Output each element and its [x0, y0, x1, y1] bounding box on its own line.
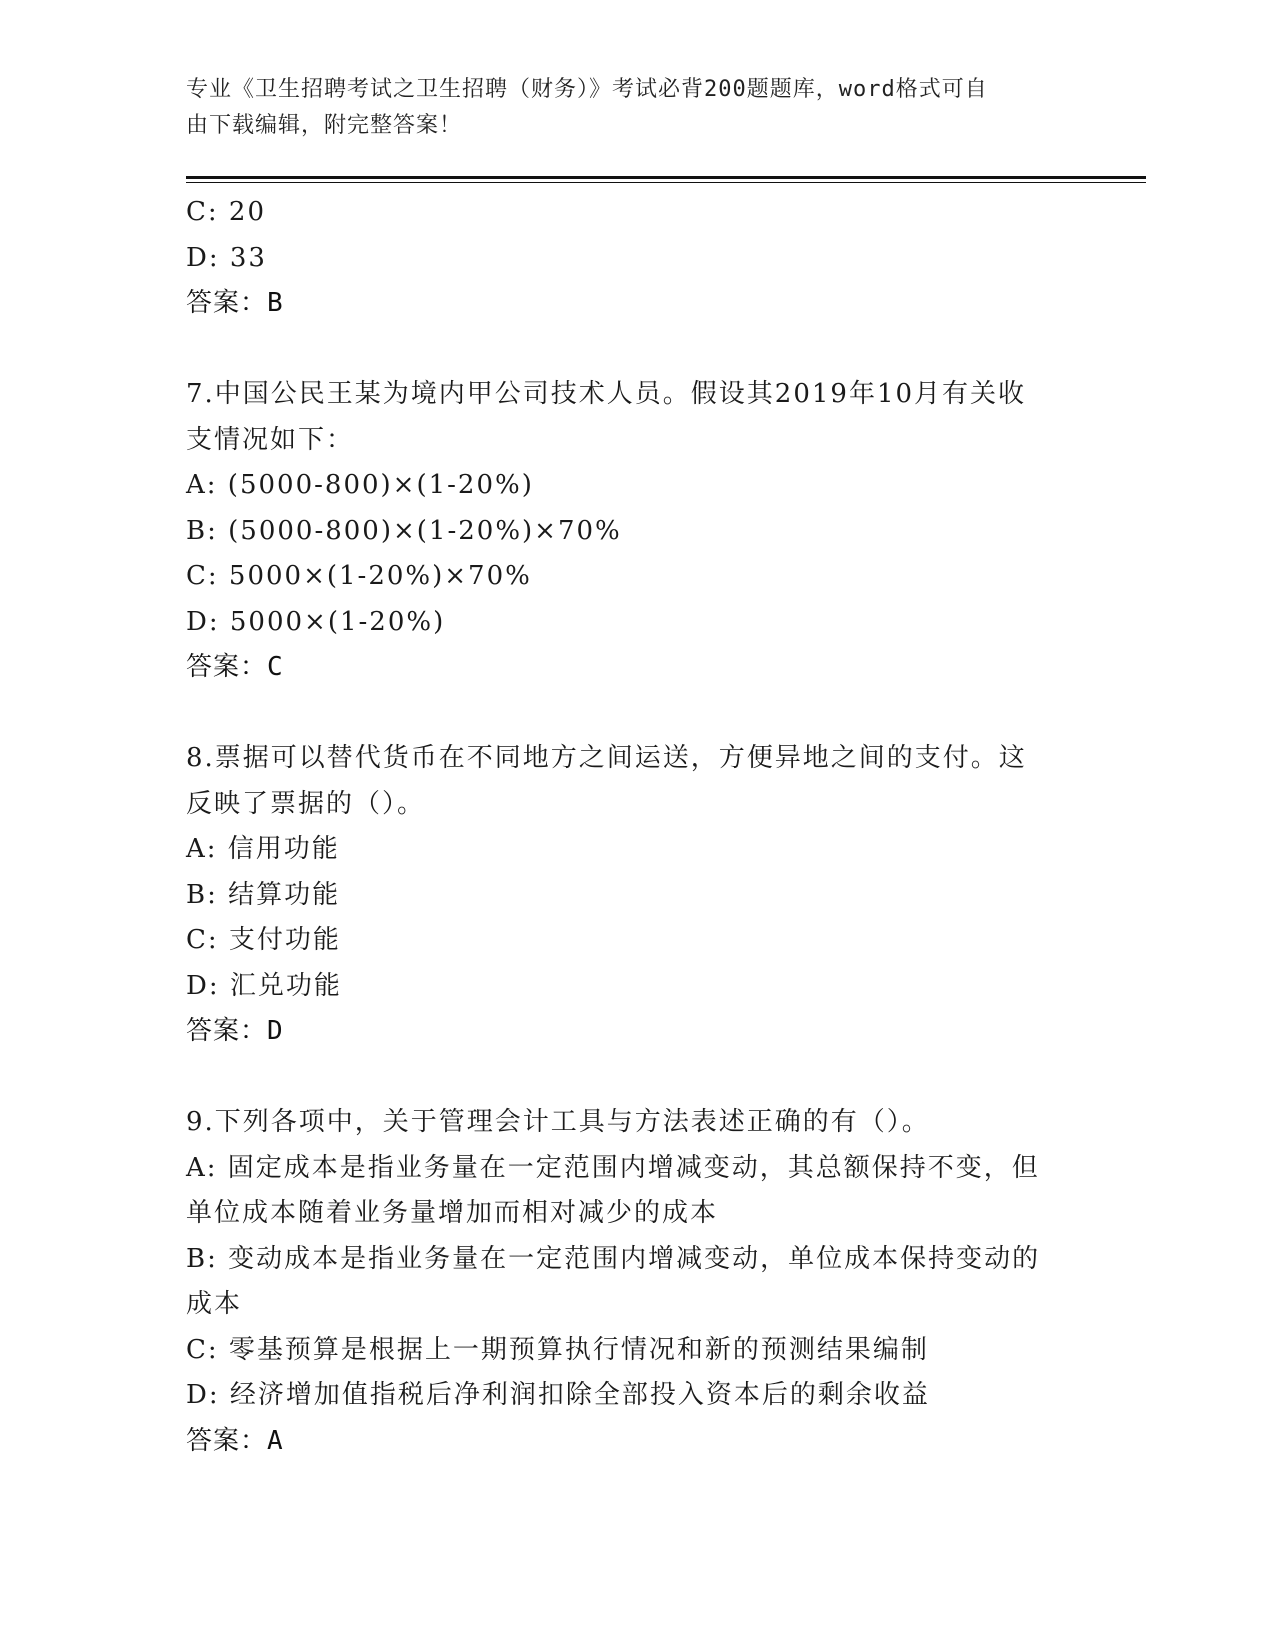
spacer: [186, 1055, 1086, 1101]
page-header: [186, 72, 1066, 144]
question-list: [186, 190, 1086, 1464]
question-stem-line: 7.中国公民王某为境内甲公司技术人员。假设其2019年10月有关收: [186, 379, 1027, 409]
option-c: C: 支付功能: [186, 925, 341, 955]
question-stem-line: 支情况如下：: [186, 424, 355, 455]
option-a: A: (5000-800)×(1-20%): [186, 470, 534, 500]
option-d: D: 5000×(1-20%): [186, 606, 446, 637]
question-stem-line: 反映了票据的（）。: [186, 788, 426, 819]
question-stem-line: 9.下列各项中，关于管理会计工具与方法表述正确的有（）。: [186, 1107, 930, 1137]
option-a-continued: 单位成本随着业务量增加而相对减少的成本: [186, 1198, 719, 1228]
option-a: A: 信用功能: [186, 834, 340, 864]
option-c: C: 20: [186, 197, 267, 227]
answer-line: 答案：B: [186, 288, 284, 318]
header-line-1: 专业《卫生招聘考试之卫生招聘（财务）》考试必背200题题库，word格式可自: [186, 77, 988, 102]
answer-line: 答案：D: [186, 1016, 284, 1046]
spacer: [186, 327, 1086, 373]
question-9: [186, 1100, 1086, 1464]
option-c: C: 零基预算是根据上一期预算执行情况和新的预测结果编制: [186, 1334, 929, 1365]
option-d: D: 经济增加值指税后净利润扣除全部投入资本后的剩余收益: [186, 1380, 930, 1410]
header-line-2: 由下载编辑，附完整答案！: [186, 113, 463, 138]
answer-line: 答案：A: [186, 1425, 284, 1456]
question-8: [186, 736, 1086, 1055]
header-rule-thin: [186, 182, 1146, 183]
option-d: D: 33: [186, 242, 267, 273]
question-7: [186, 372, 1086, 691]
question-6: [186, 190, 1086, 327]
question-stem-line: 8.票据可以替代货币在不同地方之间运送，方便异地之间的支付。这: [186, 743, 1027, 773]
option-d: D: 汇兑功能: [186, 970, 342, 1001]
header-rule-thick: [186, 176, 1146, 179]
option-b: B: (5000-800)×(1-20%)×70%: [186, 515, 622, 546]
option-c: C: 5000×(1-20%)×70%: [186, 561, 532, 591]
option-b-continued: 成本: [186, 1289, 243, 1319]
option-b: B: 变动成本是指业务量在一定范围内增减变动，单位成本保持变动的: [186, 1243, 1041, 1274]
option-b: B: 结算功能: [186, 879, 341, 910]
spacer: [186, 691, 1086, 737]
answer-line: 答案：C: [186, 652, 284, 682]
option-a: A: 固定成本是指业务量在一定范围内增减变动，其总额保持不变，但: [186, 1152, 1040, 1183]
